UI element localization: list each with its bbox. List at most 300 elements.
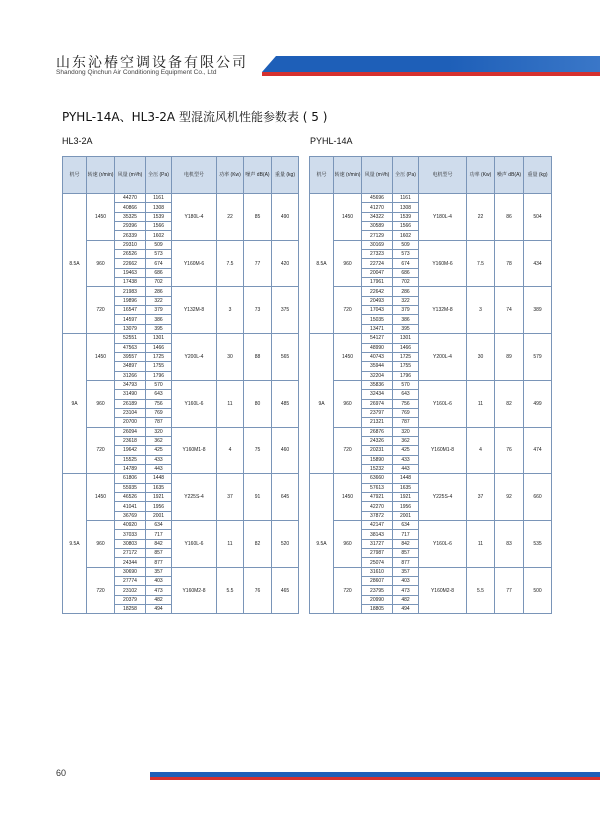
rpm-cell: 720 [87, 427, 115, 474]
airflow-cell: 27774 [115, 577, 146, 586]
pressure-cell: 1956 [146, 502, 172, 511]
motor-model-cell: Y132M-8 [419, 287, 467, 334]
motor-model-cell: Y200L-4 [172, 334, 217, 381]
airflow-cell: 27129 [362, 231, 393, 240]
pressure-cell: 322 [393, 296, 419, 305]
pressure-cell: 717 [393, 530, 419, 539]
airflow-cell: 31610 [362, 567, 393, 576]
airflow-cell: 31266 [115, 371, 146, 380]
airflow-cell: 23102 [115, 586, 146, 595]
power-cell: 3 [467, 287, 495, 334]
power-cell: 37 [217, 474, 244, 521]
airflow-cell: 27172 [115, 549, 146, 558]
noise-cell: 92 [495, 474, 524, 521]
table-row [310, 427, 552, 436]
pressure-cell: 473 [393, 586, 419, 595]
pressure-cell: 357 [393, 567, 419, 576]
airflow-cell: 40920 [115, 521, 146, 530]
noise-cell: 83 [495, 521, 524, 568]
airflow-cell: 26876 [362, 427, 393, 436]
pressure-cell: 877 [393, 558, 419, 567]
pressure-cell: 702 [146, 278, 172, 287]
motor-model-cell: Y160M2-8 [172, 567, 217, 614]
airflow-cell: 22662 [115, 259, 146, 268]
weight-cell: 520 [272, 521, 299, 568]
table-row [63, 521, 299, 530]
header-red-stripe [262, 72, 600, 76]
power-cell: 4 [217, 427, 244, 474]
rpm-cell: 720 [334, 427, 362, 474]
noise-cell: 75 [244, 427, 272, 474]
airflow-cell: 19463 [115, 268, 146, 277]
noise-cell: 76 [244, 567, 272, 614]
pressure-cell: 379 [393, 306, 419, 315]
airflow-cell: 31490 [115, 390, 146, 399]
table-row [310, 194, 552, 203]
motor-model-cell: Y180L-4 [172, 194, 217, 241]
airflow-cell: 30169 [362, 240, 393, 249]
airflow-cell: 35836 [362, 380, 393, 389]
pressure-cell: 386 [393, 315, 419, 324]
table-row [63, 380, 299, 389]
weight-cell: 460 [272, 427, 299, 474]
airflow-cell: 20047 [362, 268, 393, 277]
motor-model-cell: Y200L-4 [419, 334, 467, 381]
page-number: 60 [56, 768, 67, 778]
pressure-cell: 1956 [393, 502, 419, 511]
pressure-cell: 1921 [146, 493, 172, 502]
table-row [63, 240, 299, 249]
table-subtitle-right: PYHL-14A [310, 136, 353, 146]
power-cell: 30 [217, 334, 244, 381]
pressure-cell: 395 [146, 324, 172, 333]
column-header: 电机型号 [172, 157, 217, 194]
power-cell: 7.5 [217, 240, 244, 287]
airflow-cell: 20379 [115, 595, 146, 604]
noise-cell: 80 [244, 380, 272, 427]
pressure-cell: 573 [146, 250, 172, 259]
airflow-cell: 21321 [362, 418, 393, 427]
noise-cell: 76 [495, 427, 524, 474]
table-row [310, 334, 552, 343]
table-header-row [310, 157, 552, 194]
noise-cell: 78 [495, 240, 524, 287]
airflow-cell: 38143 [362, 530, 393, 539]
pressure-cell: 1161 [146, 194, 172, 203]
airflow-cell: 37033 [115, 530, 146, 539]
airflow-cell: 23618 [115, 436, 146, 445]
motor-model-cell: Y160M2-8 [419, 567, 467, 614]
column-header: 全压 (Pa) [146, 157, 172, 194]
column-header: 重量 (kg) [272, 157, 299, 194]
power-cell: 4 [467, 427, 495, 474]
column-header: 机号 [63, 157, 87, 194]
pressure-cell: 1566 [146, 222, 172, 231]
pressure-cell: 494 [393, 605, 419, 614]
rpm-cell: 1450 [334, 474, 362, 521]
pressure-cell: 717 [146, 530, 172, 539]
pressure-cell: 1602 [393, 231, 419, 240]
pressure-cell: 425 [393, 446, 419, 455]
pressure-cell: 1448 [393, 474, 419, 483]
airflow-cell: 24344 [115, 558, 146, 567]
weight-cell: 499 [524, 380, 552, 427]
airflow-cell: 26339 [115, 231, 146, 240]
pressure-cell: 634 [146, 521, 172, 530]
airflow-cell: 26094 [115, 427, 146, 436]
motor-model-cell: Y160M-6 [419, 240, 467, 287]
airflow-cell: 23795 [362, 586, 393, 595]
airflow-cell: 15232 [362, 464, 393, 473]
airflow-cell: 17438 [115, 278, 146, 287]
weight-cell: 504 [524, 194, 552, 241]
weight-cell: 579 [524, 334, 552, 381]
airflow-cell: 31727 [362, 539, 393, 548]
pressure-cell: 769 [393, 408, 419, 417]
airflow-cell: 42147 [362, 521, 393, 530]
pressure-cell: 433 [393, 455, 419, 464]
airflow-cell: 24326 [362, 436, 393, 445]
airflow-cell: 14597 [115, 315, 146, 324]
pressure-cell: 1308 [393, 203, 419, 212]
airflow-cell: 34793 [115, 380, 146, 389]
pressure-cell: 674 [146, 259, 172, 268]
rpm-cell: 1450 [334, 194, 362, 241]
airflow-cell: 20493 [362, 296, 393, 305]
pressure-cell: 769 [146, 408, 172, 417]
weight-cell: 645 [272, 474, 299, 521]
pressure-cell: 842 [393, 539, 419, 548]
pressure-cell: 357 [146, 567, 172, 576]
rpm-cell: 1450 [334, 334, 362, 381]
power-cell: 22 [217, 194, 244, 241]
weight-cell: 465 [272, 567, 299, 614]
airflow-cell: 23797 [362, 408, 393, 417]
performance-table-pyhl-14a [309, 156, 552, 614]
weight-cell: 434 [524, 240, 552, 287]
pressure-cell: 1566 [393, 222, 419, 231]
pressure-cell: 1725 [146, 352, 172, 361]
pressure-cell: 286 [146, 287, 172, 296]
power-cell: 5.5 [217, 567, 244, 614]
pressure-cell: 1796 [146, 371, 172, 380]
column-header: 风量 (m³/h) [115, 157, 146, 194]
pressure-cell: 320 [393, 427, 419, 436]
pressure-cell: 570 [146, 380, 172, 389]
motor-model-cell: Y180L-4 [419, 194, 467, 241]
pressure-cell: 379 [146, 306, 172, 315]
power-cell: 11 [217, 380, 244, 427]
motor-model-cell: Y160M1-8 [419, 427, 467, 474]
machine-number-cell: 8.5A [63, 194, 87, 334]
page-title: PYHL-14A、HL3-2A 型混流风机性能参数表 ( 5 ) [62, 110, 328, 124]
pressure-cell: 1448 [146, 474, 172, 483]
machine-number-cell: 9A [63, 334, 87, 474]
airflow-cell: 52551 [115, 334, 146, 343]
pressure-cell: 1796 [393, 371, 419, 380]
rpm-cell: 720 [334, 287, 362, 334]
pressure-cell: 1602 [146, 231, 172, 240]
airflow-cell: 30589 [362, 222, 393, 231]
header-blue-band [262, 56, 600, 72]
table-row [310, 474, 552, 483]
table-row [310, 521, 552, 530]
pressure-cell: 386 [146, 315, 172, 324]
pressure-cell: 702 [393, 278, 419, 287]
power-cell: 22 [467, 194, 495, 241]
pressure-cell: 570 [393, 380, 419, 389]
column-header: 风量 (m³/h) [362, 157, 393, 194]
pressure-cell: 2001 [393, 511, 419, 520]
airflow-cell: 19642 [115, 446, 146, 455]
airflow-cell: 20700 [115, 418, 146, 427]
pressure-cell: 443 [146, 464, 172, 473]
table-row [63, 287, 299, 296]
noise-cell: 89 [495, 334, 524, 381]
airflow-cell: 18258 [115, 605, 146, 614]
column-header: 重量 (kg) [524, 157, 552, 194]
rpm-cell: 960 [87, 380, 115, 427]
motor-model-cell: Y225S-4 [419, 474, 467, 521]
power-cell: 11 [217, 521, 244, 568]
column-header: 功率 (Kw) [467, 157, 495, 194]
pressure-cell: 395 [393, 324, 419, 333]
airflow-cell: 37872 [362, 511, 393, 520]
column-header: 转速 (r/min) [334, 157, 362, 194]
airflow-cell: 36769 [115, 511, 146, 520]
airflow-cell: 26974 [362, 399, 393, 408]
table-row [63, 567, 299, 576]
airflow-cell: 46526 [115, 493, 146, 502]
table-row [310, 380, 552, 389]
pressure-cell: 482 [146, 595, 172, 604]
airflow-cell: 14789 [115, 464, 146, 473]
table-row [63, 334, 299, 343]
machine-number-cell: 9A [310, 334, 334, 474]
power-cell: 3 [217, 287, 244, 334]
airflow-cell: 48990 [362, 343, 393, 352]
machine-number-cell: 9.5A [310, 474, 334, 614]
pressure-cell: 362 [146, 436, 172, 445]
airflow-cell: 20231 [362, 446, 393, 455]
weight-cell: 485 [272, 380, 299, 427]
pressure-cell: 1301 [393, 334, 419, 343]
pressure-cell: 1539 [146, 212, 172, 221]
pressure-cell: 494 [146, 605, 172, 614]
weight-cell: 375 [272, 287, 299, 334]
pressure-cell: 686 [393, 268, 419, 277]
pressure-cell: 1301 [146, 334, 172, 343]
pressure-cell: 1755 [146, 362, 172, 371]
airflow-cell: 26526 [115, 250, 146, 259]
column-header: 噪声 dB(A) [244, 157, 272, 194]
airflow-cell: 44270 [115, 194, 146, 203]
pressure-cell: 362 [393, 436, 419, 445]
weight-cell: 389 [524, 287, 552, 334]
machine-number-cell: 8.5A [310, 194, 334, 334]
pressure-cell: 433 [146, 455, 172, 464]
airflow-cell: 42270 [362, 502, 393, 511]
airflow-cell: 55935 [115, 483, 146, 492]
company-name-en: Shandong Qinchun Air Conditioning Equipment Co., Ltd [56, 69, 217, 76]
table-row [310, 287, 552, 296]
airflow-cell: 28607 [362, 577, 393, 586]
airflow-cell: 32434 [362, 390, 393, 399]
column-header: 噪声 dB(A) [495, 157, 524, 194]
pressure-cell: 756 [146, 399, 172, 408]
footer-red-stripe [150, 777, 600, 780]
weight-cell: 500 [524, 567, 552, 614]
pressure-cell: 1308 [146, 203, 172, 212]
weight-cell: 420 [272, 240, 299, 287]
rpm-cell: 720 [87, 287, 115, 334]
airflow-cell: 23104 [115, 408, 146, 417]
airflow-cell: 27987 [362, 549, 393, 558]
weight-cell: 565 [272, 334, 299, 381]
airflow-cell: 26189 [115, 399, 146, 408]
pressure-cell: 443 [393, 464, 419, 473]
airflow-cell: 25074 [362, 558, 393, 567]
noise-cell: 91 [244, 474, 272, 521]
rpm-cell: 960 [334, 240, 362, 287]
rpm-cell: 1450 [87, 474, 115, 521]
noise-cell: 73 [244, 287, 272, 334]
pressure-cell: 322 [146, 296, 172, 305]
pressure-cell: 787 [146, 418, 172, 427]
pressure-cell: 842 [146, 539, 172, 548]
airflow-cell: 19896 [115, 296, 146, 305]
airflow-cell: 16547 [115, 306, 146, 315]
power-cell: 37 [467, 474, 495, 521]
noise-cell: 74 [495, 287, 524, 334]
airflow-cell: 47921 [362, 493, 393, 502]
airflow-cell: 15525 [115, 455, 146, 464]
airflow-cell: 21983 [115, 287, 146, 296]
machine-number-cell: 9.5A [63, 474, 87, 614]
pressure-cell: 643 [146, 390, 172, 399]
airflow-cell: 13471 [362, 324, 393, 333]
noise-cell: 86 [495, 194, 524, 241]
airflow-cell: 45696 [362, 194, 393, 203]
airflow-cell: 18805 [362, 605, 393, 614]
power-cell: 5.5 [467, 567, 495, 614]
airflow-cell: 34322 [362, 212, 393, 221]
pressure-cell: 877 [146, 558, 172, 567]
rpm-cell: 960 [87, 521, 115, 568]
column-header: 电机型号 [419, 157, 467, 194]
pressure-cell: 1635 [146, 483, 172, 492]
pressure-cell: 1635 [393, 483, 419, 492]
motor-model-cell: Y160L-6 [172, 521, 217, 568]
company-name-cn: 山东沁椿空调设备有限公司 [56, 55, 248, 71]
weight-cell: 490 [272, 194, 299, 241]
airflow-cell: 40743 [362, 352, 393, 361]
pressure-cell: 634 [393, 521, 419, 530]
noise-cell: 85 [244, 194, 272, 241]
airflow-cell: 39557 [115, 352, 146, 361]
noise-cell: 77 [244, 240, 272, 287]
pressure-cell: 1725 [393, 352, 419, 361]
airflow-cell: 63660 [362, 474, 393, 483]
noise-cell: 82 [495, 380, 524, 427]
motor-model-cell: Y160L-6 [172, 380, 217, 427]
pressure-cell: 1466 [146, 343, 172, 352]
rpm-cell: 720 [87, 567, 115, 614]
airflow-cell: 20990 [362, 595, 393, 604]
airflow-cell: 54127 [362, 334, 393, 343]
weight-cell: 660 [524, 474, 552, 521]
pressure-cell: 473 [146, 586, 172, 595]
airflow-cell: 30690 [115, 567, 146, 576]
noise-cell: 88 [244, 334, 272, 381]
power-cell: 11 [467, 380, 495, 427]
pressure-cell: 756 [393, 399, 419, 408]
table-row [310, 240, 552, 249]
pressure-cell: 509 [393, 240, 419, 249]
airflow-cell: 57613 [362, 483, 393, 492]
pressure-cell: 1161 [393, 194, 419, 203]
pressure-cell: 686 [146, 268, 172, 277]
noise-cell: 82 [244, 521, 272, 568]
weight-cell: 474 [524, 427, 552, 474]
table-row [63, 194, 299, 203]
performance-table-hl3-2a [62, 156, 299, 614]
rpm-cell: 960 [334, 380, 362, 427]
pressure-cell: 1921 [393, 493, 419, 502]
pressure-cell: 787 [393, 418, 419, 427]
airflow-cell: 30803 [115, 539, 146, 548]
rpm-cell: 960 [334, 521, 362, 568]
rpm-cell: 720 [334, 567, 362, 614]
column-header: 全压 (Pa) [393, 157, 419, 194]
airflow-cell: 13079 [115, 324, 146, 333]
airflow-cell: 29396 [115, 222, 146, 231]
motor-model-cell: Y132M-8 [172, 287, 217, 334]
pressure-cell: 482 [393, 595, 419, 604]
column-header: 转速 (r/min) [87, 157, 115, 194]
weight-cell: 535 [524, 521, 552, 568]
airflow-cell: 41041 [115, 502, 146, 511]
airflow-cell: 32204 [362, 371, 393, 380]
airflow-cell: 35325 [115, 212, 146, 221]
airflow-cell: 40866 [115, 203, 146, 212]
pressure-cell: 1755 [393, 362, 419, 371]
rpm-cell: 1450 [87, 334, 115, 381]
pressure-cell: 857 [393, 549, 419, 558]
power-cell: 7.5 [467, 240, 495, 287]
noise-cell: 77 [495, 567, 524, 614]
table-row [63, 427, 299, 436]
pressure-cell: 2001 [146, 511, 172, 520]
motor-model-cell: Y160L-6 [419, 380, 467, 427]
pressure-cell: 425 [146, 446, 172, 455]
airflow-cell: 22642 [362, 287, 393, 296]
table-row [310, 567, 552, 576]
column-header: 机号 [310, 157, 334, 194]
pressure-cell: 674 [393, 259, 419, 268]
column-header: 功率 (Kw) [217, 157, 244, 194]
rpm-cell: 1450 [87, 194, 115, 241]
airflow-cell: 15035 [362, 315, 393, 324]
table-header-row [63, 157, 299, 194]
motor-model-cell: Y160L-6 [419, 521, 467, 568]
airflow-cell: 17043 [362, 306, 393, 315]
airflow-cell: 17961 [362, 278, 393, 287]
motor-model-cell: Y225S-4 [172, 474, 217, 521]
airflow-cell: 61806 [115, 474, 146, 483]
pressure-cell: 509 [146, 240, 172, 249]
pressure-cell: 857 [146, 549, 172, 558]
